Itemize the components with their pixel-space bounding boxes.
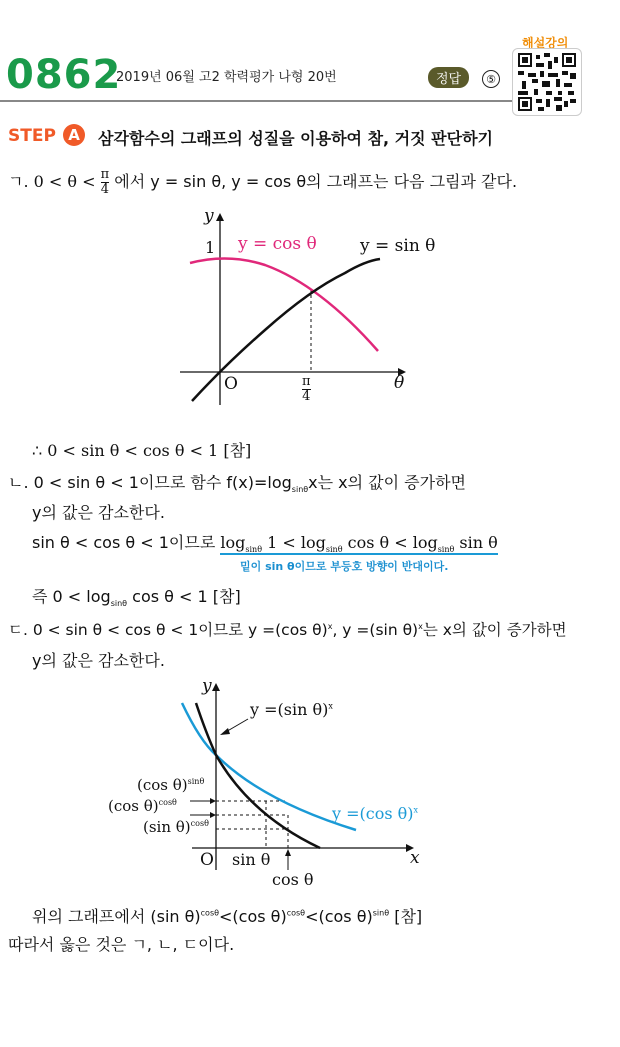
graph2-cos-label <box>332 804 418 823</box>
item-b-conclusion <box>32 584 241 608</box>
g2-cos-sup: x <box>413 805 419 815</box>
b-conc-sub: sinθ <box>110 599 128 609</box>
graph1-y-axis-label: y <box>204 206 214 226</box>
qr-code-icon[interactable] <box>512 48 582 116</box>
ineq-p1: log <box>220 533 246 552</box>
c-conc-pre: 위의 그래프에서 (sin θ) <box>32 907 201 926</box>
ineq-s1: sinθ <box>245 545 263 555</box>
answer-badge: 정답 <box>428 67 469 88</box>
graph2-x-tick2: cos θ <box>272 870 314 889</box>
graph2-sin-label <box>250 700 333 719</box>
lbl1: (cos θ) <box>137 776 188 794</box>
graph2-label-sin-cos <box>143 818 209 836</box>
item-b-marker: ㄴ. <box>8 473 29 492</box>
frac-num: π <box>100 167 110 182</box>
header-divider <box>0 100 512 102</box>
graph1-origin: O <box>224 374 238 394</box>
item-c-marker: ㄷ. <box>8 621 28 639</box>
item-b-inequality <box>220 533 497 555</box>
item-b-note: 밑이 sin θ이므로 부등호 방향이 반대이다. <box>240 560 449 573</box>
g2-sin-sup: x <box>328 701 333 711</box>
graph2-origin: O <box>200 850 214 870</box>
lbl2-sup: cosθ <box>158 798 177 807</box>
item-b-line1-end: x는 x의 값이 증가하면 <box>308 473 466 492</box>
item-b-line3-pre: sin θ < cos θ < 1이므로 <box>32 533 221 552</box>
c-l1-mid: , y =(sin θ) <box>332 621 419 639</box>
g2-sin-lbl: y =(sin θ) <box>250 700 329 719</box>
lbl1-sup: sinθ <box>187 777 205 786</box>
cos-exp-curve <box>182 703 356 830</box>
item-a-conclusion: ∴ 0 < sin θ < cos θ < 1 [참] <box>32 441 252 460</box>
graph2-y-axis-label: y <box>202 676 212 696</box>
graph2-label-cos-cos <box>108 797 177 815</box>
b-conc-pre: 즉 0 < log <box>32 587 111 606</box>
item-b-line1-text: 0 < sin θ < 1이므로 함수 f(x)=log <box>33 473 292 492</box>
frac-den: 4 <box>100 182 110 197</box>
ineq-p4: sin θ <box>454 533 498 552</box>
cos-curve <box>190 258 378 351</box>
c-l1-sup1: x <box>327 621 333 631</box>
lbl3: (sin θ) <box>143 818 191 836</box>
step-letter: A <box>63 124 85 146</box>
x-tick-den: 4 <box>302 389 311 404</box>
item-c-conclusion <box>32 904 422 927</box>
item-c-line1 <box>8 618 567 640</box>
final-answer: 따라서 옳은 것은 ㄱ, ㄴ, ㄷ이다. <box>8 935 235 954</box>
graph1-y-tick: 1 <box>205 238 216 257</box>
ineq-p3: cos θ < log <box>342 533 438 552</box>
step-title: 삼각함수의 그래프의 성질을 이용하여 참, 거짓 판단하기 <box>98 129 493 148</box>
item-b-line3 <box>32 530 498 554</box>
c-conc-sup2: cosθ <box>286 908 306 918</box>
x-tick-num: π <box>302 374 311 389</box>
c-conc-sup3: sinθ <box>372 908 390 918</box>
step-label: STEP <box>8 126 56 146</box>
c-conc-sup1: cosθ <box>200 908 220 918</box>
c-conc-mid2: <(cos θ) <box>305 907 373 926</box>
item-c-line2: y의 값은 감소한다. <box>32 651 165 670</box>
b-conc-post: cos θ < 1 [참] <box>127 587 241 606</box>
item-b-line2: y의 값은 감소한다. <box>32 503 165 522</box>
item-a-line <box>8 168 517 197</box>
item-a-cond: 0 < θ < <box>33 172 96 191</box>
graph1-x-axis-label: θ <box>394 373 405 393</box>
g2-cos-lbl: y =(cos θ) <box>332 804 414 823</box>
sin-exp-curve <box>196 703 320 848</box>
graph2-x-tick1: sin θ <box>232 850 271 869</box>
c-conc-end: [참] <box>389 907 423 926</box>
lbl3-sup: cosθ <box>190 819 209 828</box>
graph1-x-tick <box>302 375 311 404</box>
c-l1: 0 < sin θ < cos θ < 1이므로 y =(cos θ) <box>32 621 328 639</box>
graph1-cos-label: y = cos θ <box>238 234 317 254</box>
c-conc-mid1: <(cos θ) <box>219 907 287 926</box>
problem-source: 2019년 06월 고2 학력평가 나형 20번 <box>116 70 337 85</box>
ineq-s2: sinθ <box>325 545 343 555</box>
problem-number: 0862 <box>6 52 122 98</box>
item-b-line1 <box>8 470 466 494</box>
answer-value: ⑤ <box>482 70 500 88</box>
lbl2: (cos θ) <box>108 797 159 815</box>
graph2-label-cos-sin <box>137 776 204 794</box>
ineq-p2: 1 < log <box>262 533 326 552</box>
c-l1-end: 는 x의 값이 증가하면 <box>422 621 567 639</box>
ineq-s3: sinθ <box>437 545 455 555</box>
graph1-sin-label: y = sin θ <box>360 236 436 256</box>
item-a-marker: ㄱ. <box>8 172 29 191</box>
graph2-x-axis-label: x <box>410 848 420 868</box>
qr-label: 해설강의 <box>522 36 569 50</box>
pi-over-4-fraction <box>101 168 110 197</box>
item-b-line1-sub: sinθ <box>291 485 309 495</box>
c-l1-sup2: x <box>418 621 423 631</box>
item-a-text: 에서 y = sin θ, y = cos θ의 그래프는 다음 그림과 같다. <box>114 172 518 191</box>
